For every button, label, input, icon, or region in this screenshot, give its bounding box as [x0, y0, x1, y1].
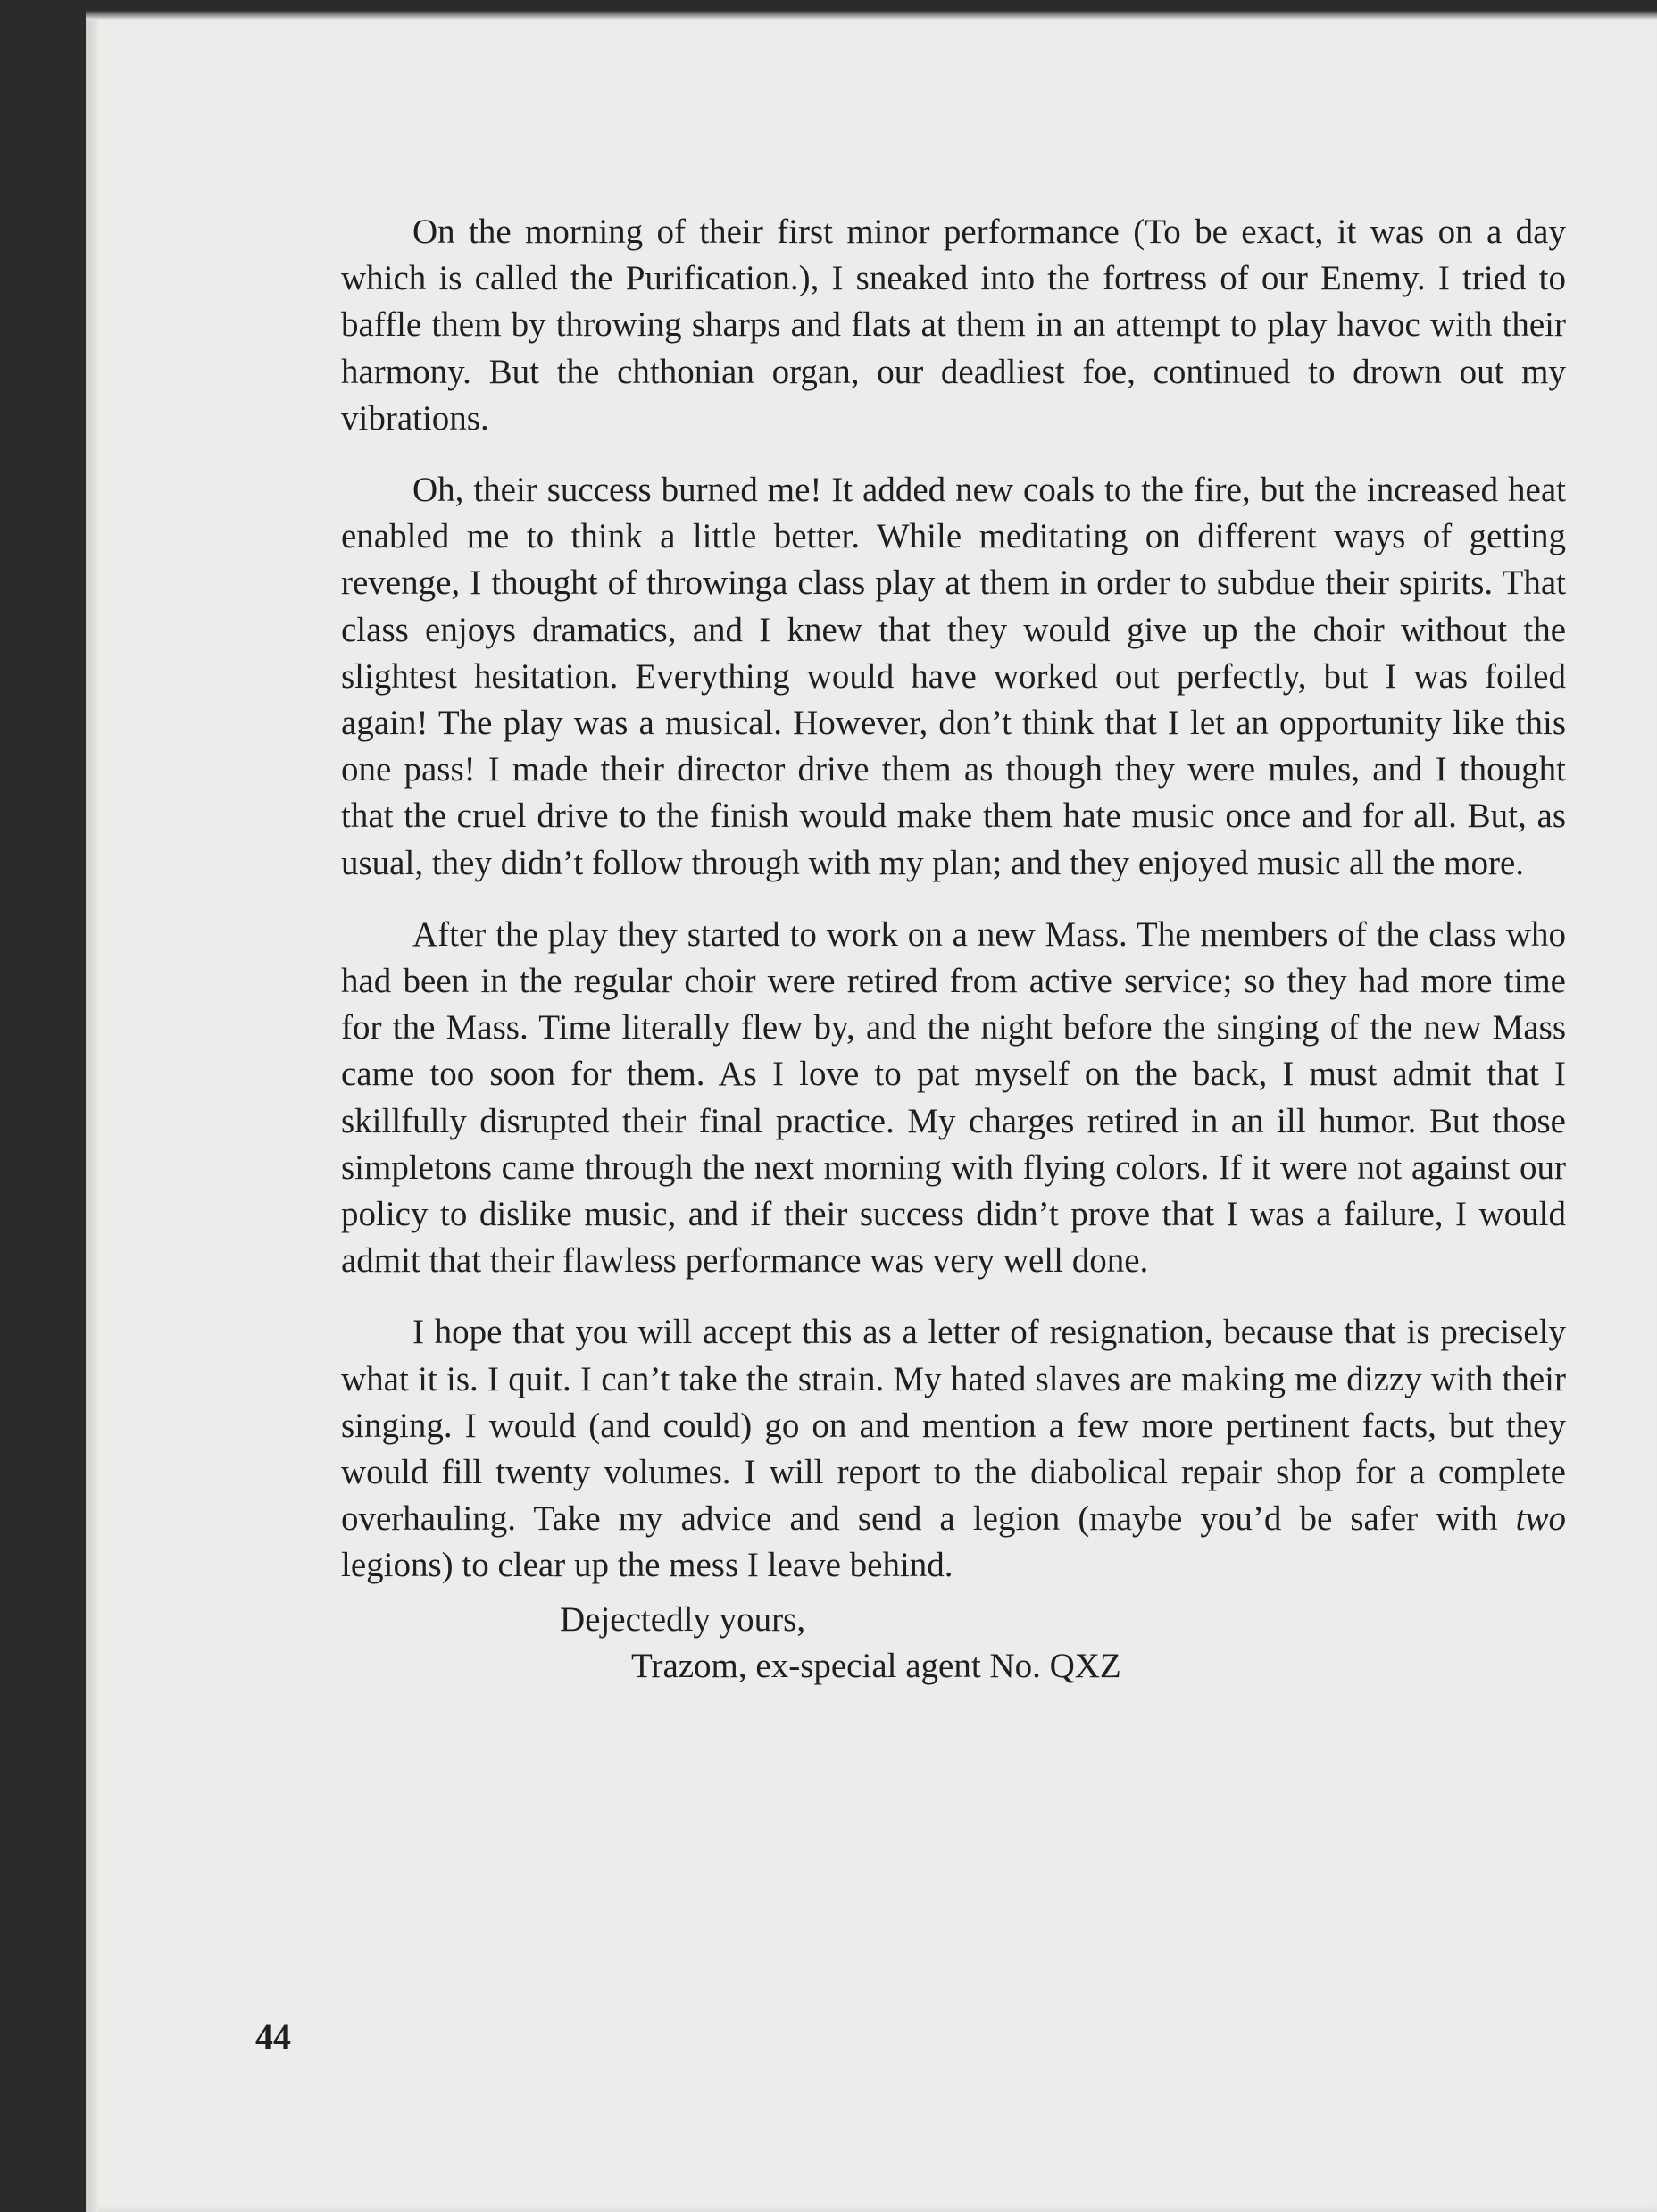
paragraph-4: [341, 1309, 1566, 1589]
closing-line: Dejectedly yours,: [560, 1599, 806, 1639]
book-page: [86, 11, 1657, 2212]
paragraph-4-after: legions) to clear up the mess I leave behind.: [341, 1546, 953, 1585]
page-binding-edge: [86, 11, 98, 2212]
signature-line: Trazom, ex-special agent No. QXZ: [631, 1646, 1121, 1685]
page-top-edge: [86, 11, 1657, 20]
paragraph-2: Oh, their success burned me! It added new coals to the fire, but the increased heat enabled me to think a little better. While meditating on different ways of getting revenge, I thought of throwinga class play at them in order to subdue their spirits. That class enjoys dramatics, and I knew that they would give up the choir without the slightest hesitation. Everything would have worked out perfectly, but I was foiled again! The play was a musical. However, don’t think that I let an opportunity like this one pass! I made their director drive them as though they were mules, and I thought that the cruel drive to the finish would make them hate music once and for all. But, as usual, they didn’t follow through with my plan; and they enjoyed music all the more.: [341, 471, 1566, 882]
paragraph-4-emphasis: two: [1515, 1499, 1566, 1539]
letter-body: [341, 209, 1566, 1690]
page-number: 44: [255, 2016, 291, 2057]
paragraph-4-before: I hope that you will accept this as a letter of resignation, because that is precisely what it is. I quit. I can’t take the strain. My hated slaves are making me dizzy with their singing. I would (and could) go on and mention a few more pertinent facts, but they would fill twenty volumes. I will report to the diabolical repair shop for a complete overhauling. Take my advice and send a legion (maybe you’d be safer with: [341, 1313, 1566, 1539]
paragraph-3: After the play they started to work on a new Mass. The members of the class who had been in the regular choir were retired from active service; so they had more time for the Mass. Time literally flew by, and the night before the singing of the new Mass came too soon for them. As I love to pat myself on the back, I must admit that I skillfully disrupted their final practice. My charges retired in an ill humor. But those simpletons came through the next morning with flying colors. If it were not against our policy to dislike music, and if their success didn’t prove that I was a failure, I would admit that their flawless performance was very well done.: [341, 914, 1566, 1281]
paragraph-1: On the morning of their first minor performance (To be exact, it was on a day which is called the Purification.), I sneaked into the fortress of our Enemy. I tried to baffle them by throwing sharps and flats at them in an attempt to play havoc with their harmony. But the chthonian organ, our deadliest foe, continued to drown out my vibrations.: [341, 213, 1566, 438]
